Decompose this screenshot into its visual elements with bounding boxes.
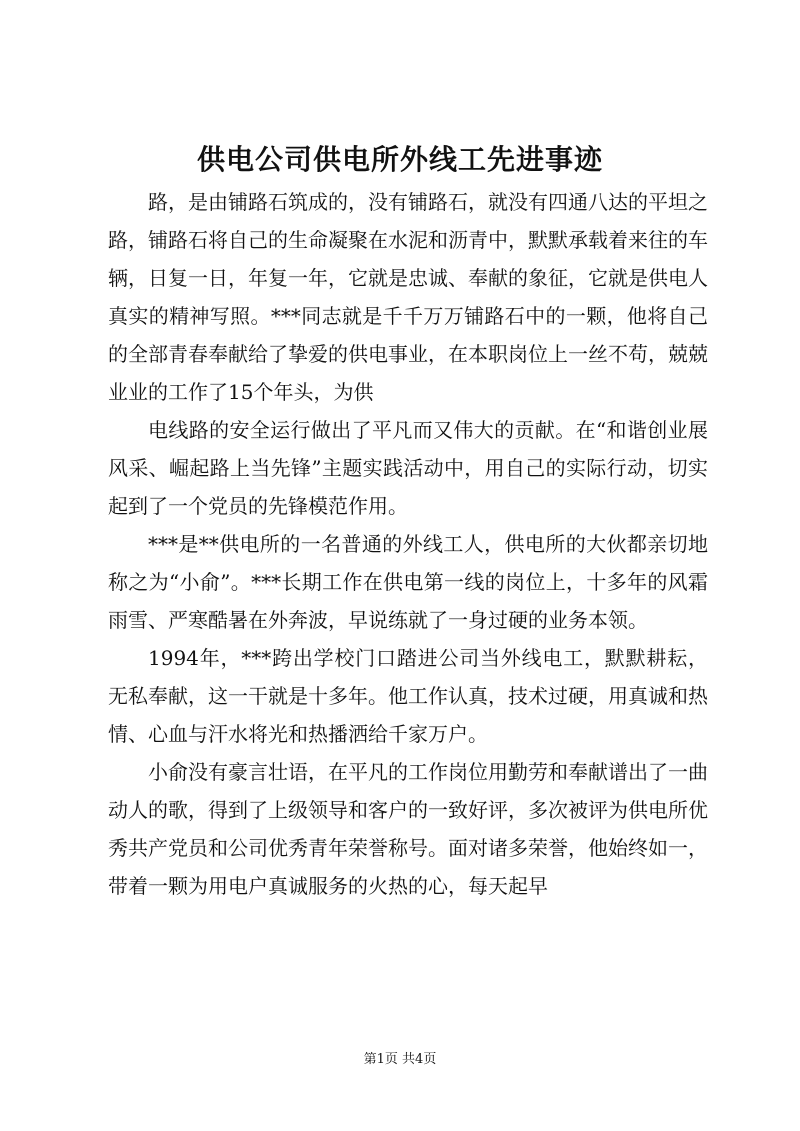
paragraph-1: 路，是由铺路石筑成的，没有铺路石，就没有四通八达的平坦之路，铺路石将自己的生命凝聚在水泥和沥青中，默默承载着来往的车辆，日复一日，年复一年，它就是忠诚、奉献的象征，它就是供电人真实的精神写照。***同志就是千千万万铺路石中的一颗，他将自己的全部青春奉献给了挚爱的供电事业，在本职岗位上一丝不苟，兢兢业业的工作了15个年头，为供 [108, 190, 708, 404]
paragraph-2: 电线路的安全运行做出了平凡而又伟大的贡献。在“和谐创业展风采、崛起路上当先锋”主题实践活动中，用自己的实际行动，切实起到了一个党员的先锋模范作用。 [108, 418, 708, 518]
document-title: 供电公司供电所外线工先进事迹 [196, 143, 603, 176]
paragraph-5: 小俞没有豪言壮语，在平凡的工作岗位用勤劳和奉献谱出了一曲动人的歌，得到了上级领导和客户的一致好评，多次被评为供电所优秀共产党员和公司优秀青年荣誉称号。面对诸多荣誉，他始终如一，带着一颗为用电户真诚服务的火热的心，每天起早 [108, 760, 708, 898]
page-number: 第1页 共4页 [363, 1052, 437, 1067]
paragraph-3: ***是**供电所的一名普通的外线工人，供电所的大伙都亲切地称之为“小俞”。***长期工作在供电第一线的岗位上，十多年的风霜雨雪、严寒酷暑在外奔波，早说练就了一身过硬的业务本领。 [108, 532, 708, 632]
paragraph-4: 1994年，***跨出学校门口踏进公司当外线电工，默默耕耘，无私奉献，这一干就是十多年。他工作认真，技术过硬，用真诚和热情、心血与汗水将光和热播洒给千家万户。 [108, 646, 708, 746]
document-body [108, 183, 708, 905]
